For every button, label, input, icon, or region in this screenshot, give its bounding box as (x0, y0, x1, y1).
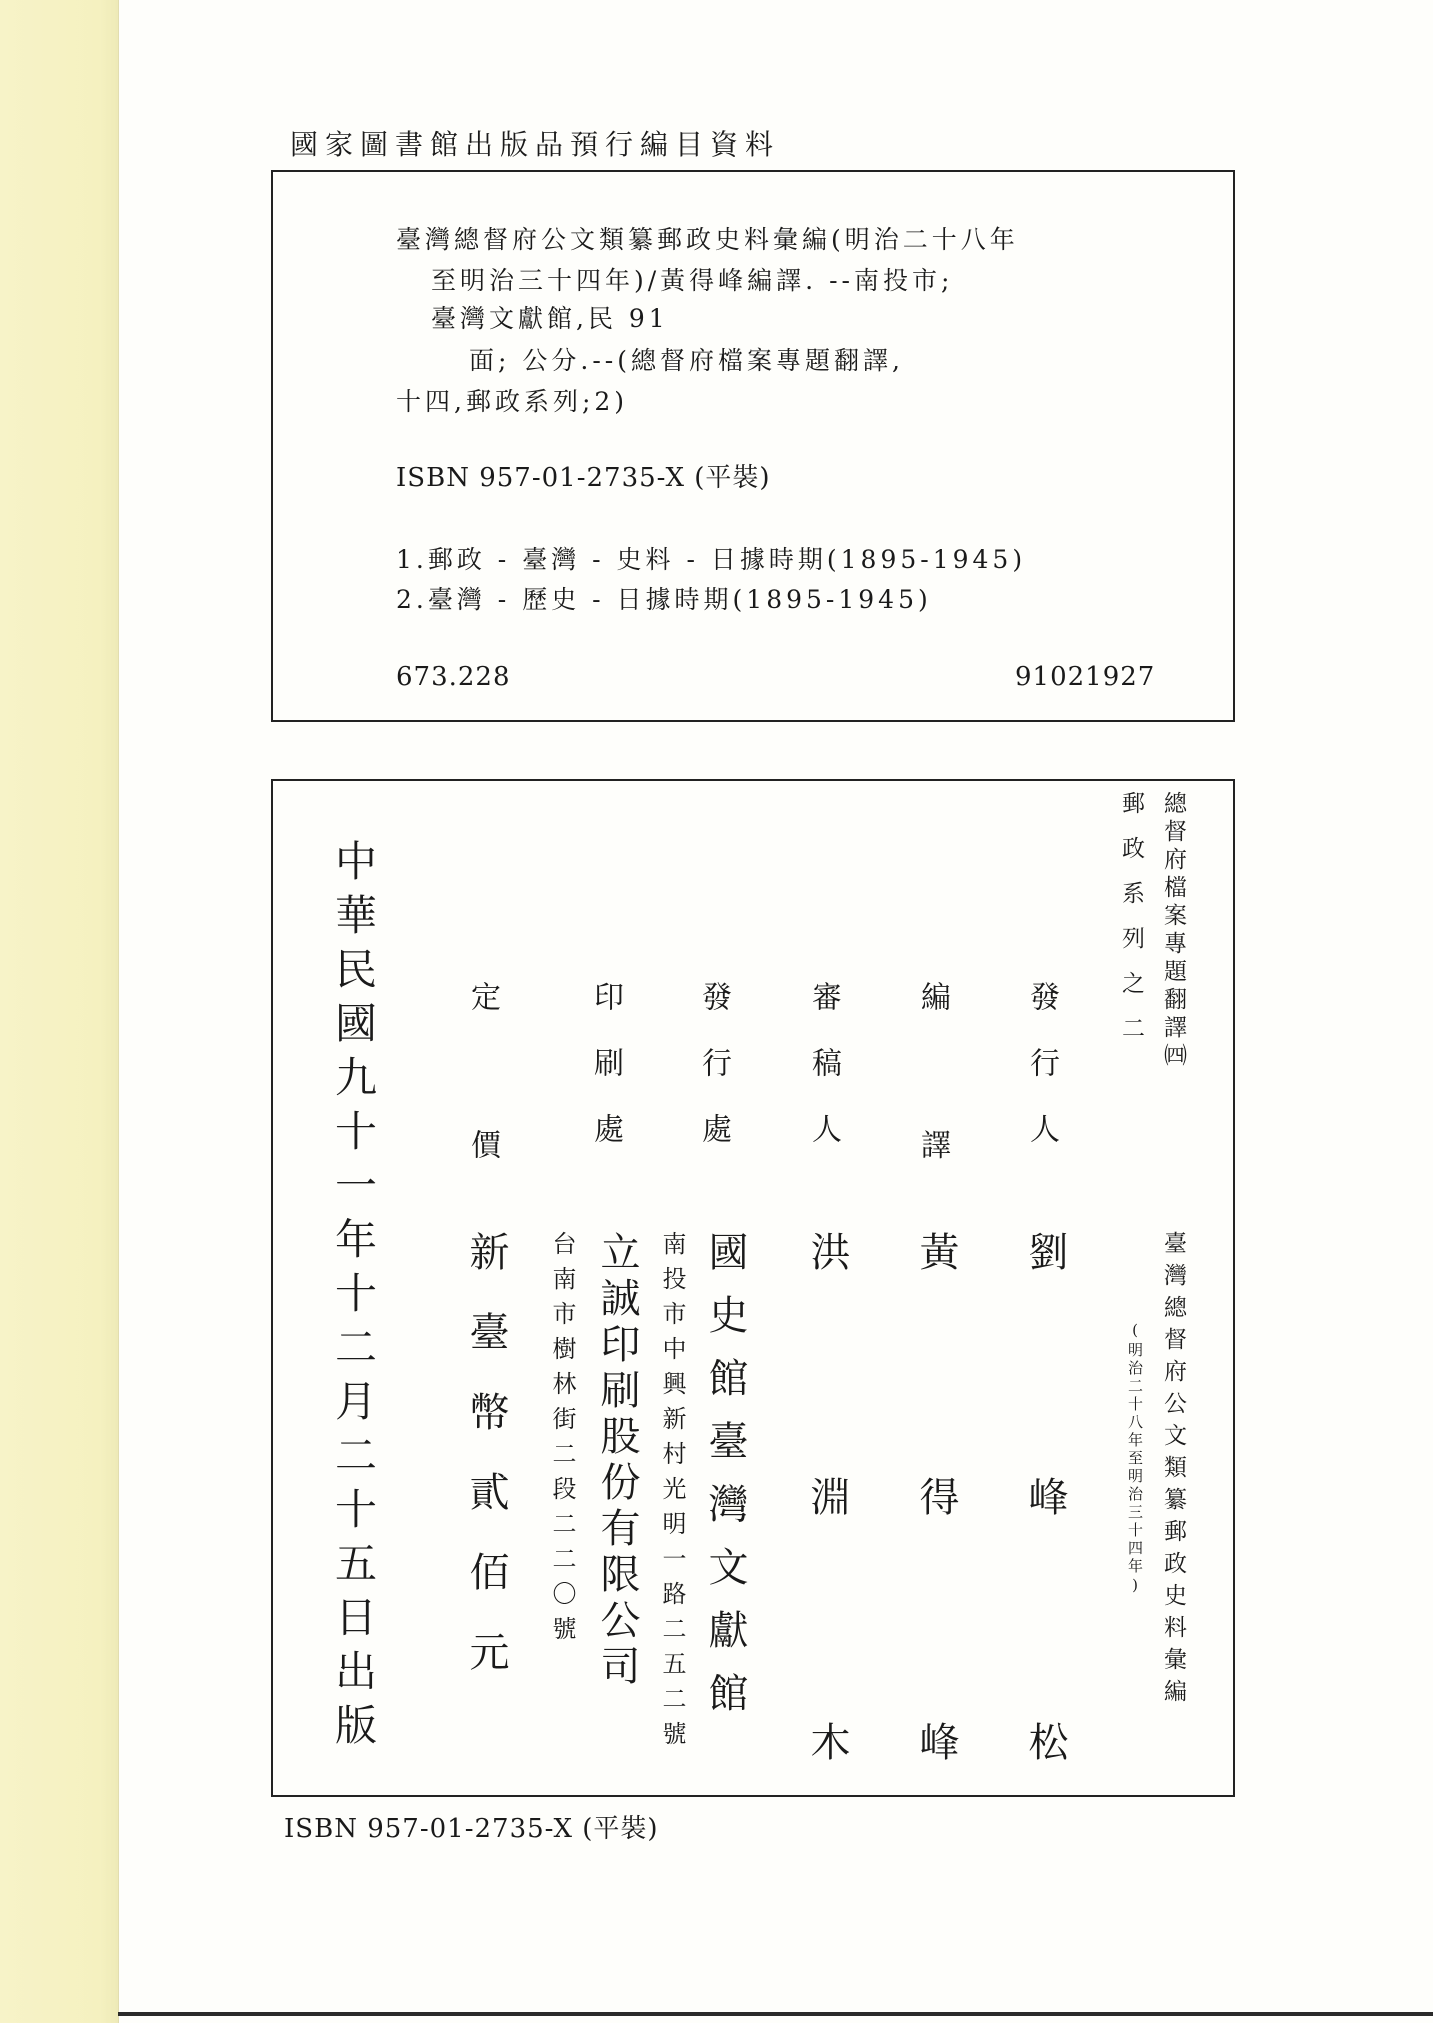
cip-subject: 1.郵政 - 臺灣 - 史料 - 日據時期(1895-1945) (396, 545, 1027, 574)
book-title-note: (明治二十八年至明治三十四年) (1126, 1321, 1144, 1597)
footer-isbn: ISBN 957-01-2735-X (平裝) (284, 1814, 659, 1844)
role-name: 黃得峰 (913, 1231, 959, 1966)
role-label: 編譯 (915, 981, 950, 1277)
cip-record-box (271, 170, 1235, 722)
role-name: 新臺幣貳佰元 (463, 1231, 509, 1711)
cip-line: 臺灣總督府公文類纂郵政史料彙編(明治二十八年 (396, 225, 1019, 254)
publication-date: 中華民國九十一年十二月二十五日出版 (329, 839, 378, 1757)
cip-heading: 國家圖書館出版品預行編目資料 (290, 128, 781, 161)
cip-line: 臺灣文獻館,民 91 (431, 304, 669, 333)
cip-line: 至明治三十四年)/黃得峰編譯. --南投市; (431, 266, 954, 295)
book-title: 臺灣總督府公文類纂郵政史料彙編 (1160, 1231, 1186, 1711)
page-edge-strip (0, 0, 119, 2023)
cip-subject: 2.臺灣 - 歷史 - 日據時期(1895-1945) (396, 585, 932, 614)
page-bottom-rule (118, 2012, 1433, 2016)
role-label: 發行處 (696, 981, 731, 1179)
role-label: 發行人 (1024, 981, 1059, 1179)
series-subtitle: 郵政系列之二 (1118, 791, 1144, 1061)
role-name: 立誠印刷股份有限公司 (594, 1231, 640, 1691)
role-name: 洪淵木 (804, 1231, 850, 1966)
role-label: 定價 (465, 981, 500, 1277)
role-label: 審稿人 (806, 981, 841, 1179)
role-label: 印刷處 (588, 981, 623, 1179)
role-address: 台南市樹林街二段二二〇號 (548, 1231, 576, 1651)
cip-line: 十四,郵政系列;2) (396, 387, 629, 416)
cip-line: 面; 公分.--(總督府檔案專題翻譯, (469, 346, 904, 375)
role-name: 劉峰松 (1022, 1231, 1068, 1966)
cip-isbn: ISBN 957-01-2735-X (平裝) (396, 463, 771, 493)
cip-record-number: 91021927 (1015, 662, 1156, 692)
cip-class-number: 673.228 (396, 662, 511, 692)
series-title: 總督府檔案專題翻譯㈣ (1160, 791, 1186, 1071)
role-address: 南投市中興新村光明一路二五二號 (658, 1231, 686, 1756)
role-name: 國史館臺灣文獻館 (702, 1231, 748, 1735)
